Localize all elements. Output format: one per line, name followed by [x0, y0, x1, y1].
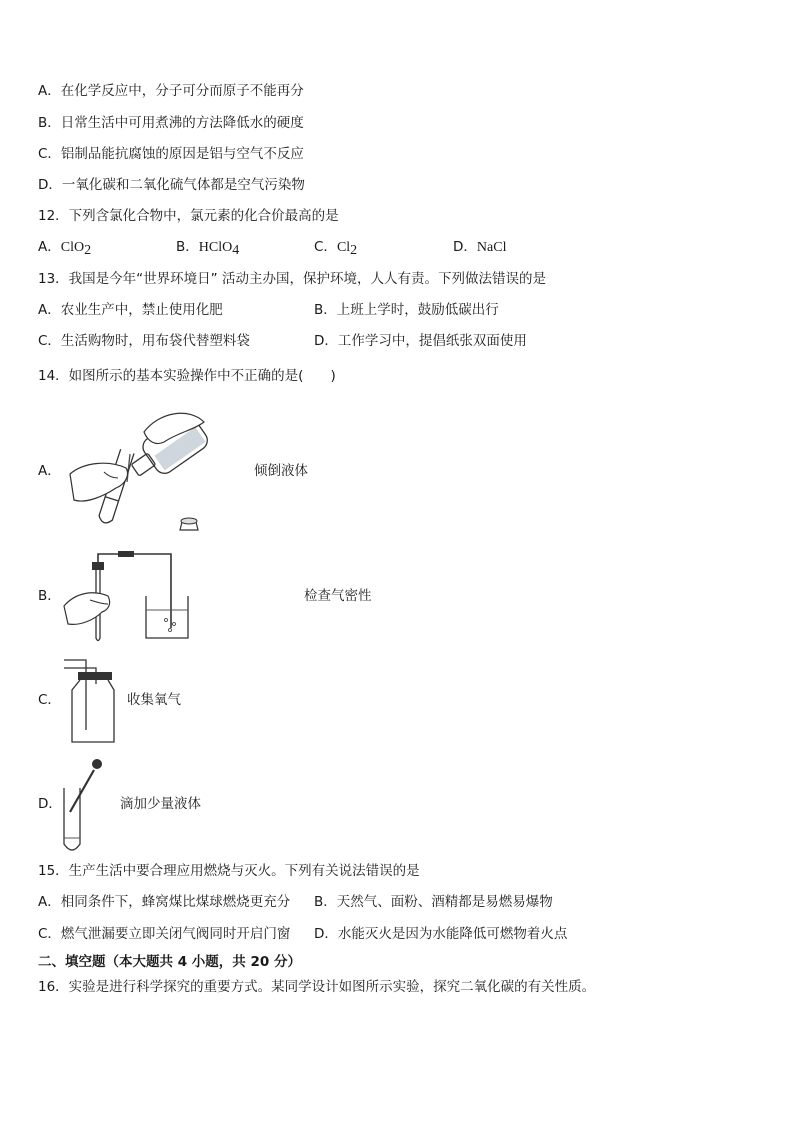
- q12-option-b: [176, 238, 239, 260]
- q13-option-a: A．农业生产中，禁止使用化肥: [38, 302, 223, 318]
- q12-option-b-subscript: 4: [232, 243, 240, 258]
- q14-option-c-letter: C．: [38, 692, 61, 708]
- q15-option-d: D．水能灭火是因为水能降低可燃物着火点: [314, 926, 568, 942]
- q14-option-c-caption: 收集氧气: [127, 692, 181, 708]
- q15-option-c: C．燃气泄漏要立即关闭气阀同时开启门窗: [38, 926, 291, 942]
- q14-option-b-letter: B．: [38, 588, 61, 604]
- q11-option-d: D．一氧化碳和二氧化硫气体都是空气污染物: [38, 177, 305, 193]
- gas-collection-bottle-illustration: [62, 656, 122, 746]
- section-heading: 二、填空题（本大题共 4 小题，共 20 分）: [38, 954, 301, 970]
- q12-option-a-subscript: 2: [84, 243, 92, 258]
- q12-option-a-formula: ClO: [60, 240, 85, 255]
- q14-option-a-caption: 倾倒液体: [254, 463, 308, 479]
- q14-option-d-letter: D．: [38, 796, 62, 812]
- airtightness-check-illustration: [62, 548, 192, 643]
- q14-option-d-caption: 滴加少量液体: [120, 796, 201, 812]
- q12-option-a-letter: A．: [38, 239, 61, 255]
- q12-option-d-formula: NaCl: [476, 240, 507, 255]
- dropper-test-tube-illustration: [58, 752, 118, 857]
- q14-stem: 14．如图所示的基本实验操作中不正确的是( ): [38, 368, 336, 384]
- q12-option-c-letter: C．: [314, 239, 337, 255]
- q13-option-c: C．生活购物时，用布袋代替塑料袋: [38, 333, 250, 349]
- q12-option-d-letter: D．: [453, 239, 477, 255]
- q15-option-b: B．天然气、面粉、酒精都是易燃易爆物: [314, 894, 553, 910]
- q11-option-a: A．在化学反应中，分子可分而原子不能再分: [38, 83, 304, 99]
- q12-option-c-subscript: 2: [350, 243, 358, 258]
- q13-option-d: D．工作学习中，提倡纸张双面使用: [314, 333, 527, 349]
- q16-stem: 16．实验是进行科学探究的重要方式。某同学设计如图所示实验，探究二氧化碳的有关性质。: [38, 979, 596, 995]
- q15-stem: 15．生产生活中要合理应用燃烧与灭火。下列有关说法错误的是: [38, 863, 420, 879]
- q14-option-b-caption: 检查气密性: [304, 588, 372, 604]
- q12-option-c-formula: Cl: [336, 240, 351, 255]
- q12-option-d: [453, 238, 506, 257]
- q12-option-c: [314, 238, 357, 260]
- q11-option-b: B．日常生活中可用煮沸的方法降低水的硬度: [38, 115, 304, 131]
- q12-option-b-formula: HClO: [198, 240, 233, 255]
- q11-option-c: C．铝制品能抗腐蚀的原因是铝与空气不反应: [38, 146, 304, 162]
- q12-stem: 12．下列含氯化合物中，氯元素的化合价最高的是: [38, 208, 339, 224]
- q13-stem: 13．我国是今年“世界环境日” 活动主办国，保护环境，人人有责。下列做法错误的是: [38, 271, 546, 287]
- q12-option-a: [38, 238, 91, 260]
- q15-option-a: A．相同条件下，蜂窝煤比煤球燃烧更充分: [38, 894, 291, 910]
- q13-option-b: B．上班上学时，鼓励低碳出行: [314, 302, 499, 318]
- q14-option-a-letter: A．: [38, 463, 61, 479]
- pouring-liquid-illustration: [64, 402, 224, 537]
- q12-option-b-letter: B．: [176, 239, 199, 255]
